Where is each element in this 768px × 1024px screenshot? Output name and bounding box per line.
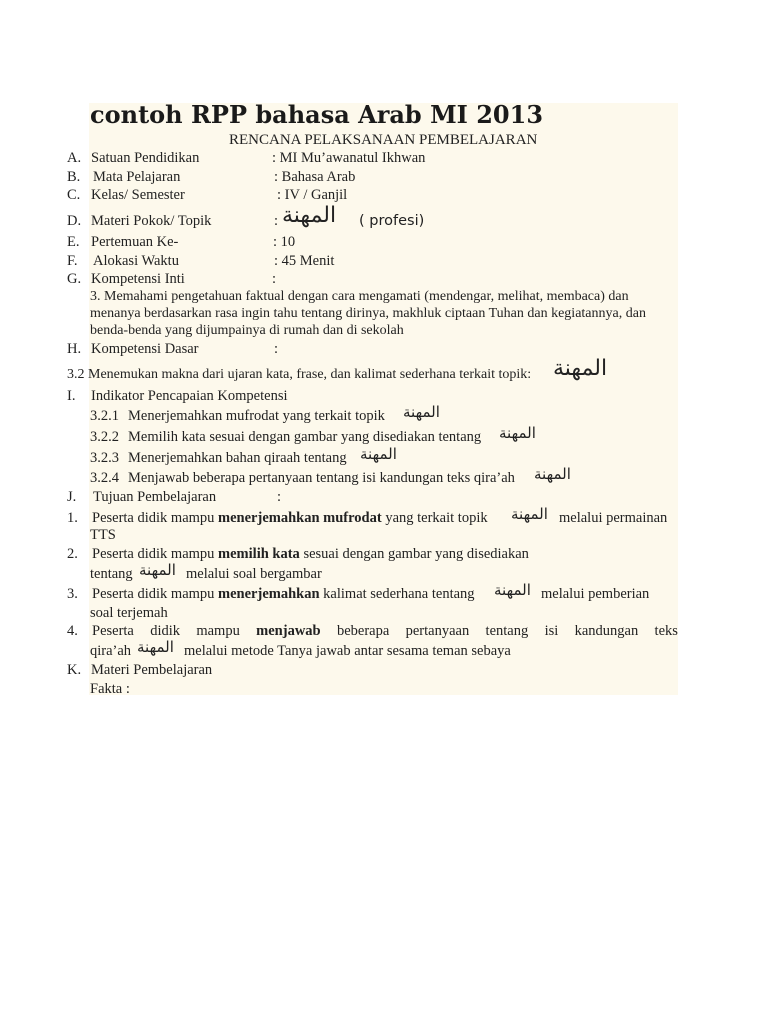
- kd-text: 3.2 Menemukan makna dari ujaran kata, frase, dan kalimat sederhana terkait topik:: [67, 367, 532, 382]
- section-label: Kompetensi Dasar: [91, 341, 199, 357]
- identity-letter: A.: [67, 150, 82, 166]
- topic-arabic: المهنة: [553, 356, 608, 381]
- ki-number: 3.: [90, 289, 101, 304]
- identity-value: : Bahasa Arab: [274, 169, 356, 185]
- identity-label: Kompetensi Inti: [91, 271, 185, 287]
- topic-arabic: المهنة: [511, 505, 548, 523]
- indicator-text: Menjawab beberapa pertanyaan tentang isi kandungan teks qira’ah: [128, 470, 515, 486]
- topic-arabic: المهنة: [137, 638, 174, 656]
- section-letter: I.: [67, 388, 76, 404]
- identity-letter: D.: [67, 213, 82, 229]
- objective-number: 2.: [67, 546, 78, 562]
- identity-label: Materi Pokok/ Topik: [91, 213, 212, 229]
- identity-label: Alokasi Waktu: [93, 253, 179, 269]
- topic-arabic: المهنة: [494, 581, 531, 599]
- topic-arabic: المهنة: [282, 203, 337, 228]
- objective-text: soal terjemah: [90, 605, 168, 621]
- identity-value: : MI Mu’awanatul Ikhwan: [272, 150, 426, 166]
- identity-label: Kelas/ Semester: [91, 187, 185, 203]
- objective-text: melalui pemberian: [541, 586, 650, 602]
- indicator-text: Memilih kata sesuai dengan gambar yang disediakan tentang: [128, 429, 482, 445]
- section-label: Tujuan Pembelajaran: [93, 489, 217, 505]
- ki-line: Memahami pengetahuan faktual dengan cara mengamati (mendengar, melihat, membaca) dan: [104, 289, 629, 304]
- objective-number: 4.: [67, 623, 78, 639]
- ki-line: benda-benda yang dijumpainya di rumah dan di sekolah: [90, 323, 404, 338]
- indicator-text: Menerjemahkan bahan qiraah tentang: [128, 450, 347, 466]
- identity-value-prefix: :: [274, 213, 279, 229]
- identity-value: :: [272, 271, 277, 287]
- objective-text: qira’ah: [90, 643, 132, 659]
- topic-arabic: المهنة: [534, 465, 571, 483]
- identity-letter: B.: [67, 169, 81, 185]
- objective-text: melalui permainan: [559, 510, 668, 526]
- identity-letter: G.: [67, 271, 82, 287]
- objective-text: TTS: [90, 527, 116, 543]
- section-label: Indikator Pencapaian Kompetensi: [91, 388, 288, 404]
- identity-letter: E.: [67, 234, 80, 250]
- objective-line: Peserta didik mampu menerjemahkan mufrodat yang terkait topik: [92, 510, 488, 526]
- topic-arabic: المهنة: [403, 403, 440, 421]
- indicator-number: 3.2.3: [90, 450, 119, 466]
- identity-value: : 10: [273, 234, 296, 250]
- objective-line: Peserta didik mampu menerjemahkan kalimat sederhana tentang: [92, 586, 475, 602]
- section-label: Materi Pembelajaran: [91, 662, 213, 678]
- fakta-label: Fakta :: [90, 681, 130, 697]
- topic-translation: ( profesi): [359, 213, 425, 229]
- topic-arabic: المهنة: [360, 445, 397, 463]
- section-letter: K.: [67, 662, 82, 678]
- section-colon: :: [277, 489, 282, 505]
- objective-text: melalui soal bergambar: [186, 566, 322, 582]
- indicator-text: Menerjemahkan mufrodat yang terkait topik: [128, 408, 385, 424]
- section-letter: H.: [67, 341, 82, 357]
- identity-label: Pertemuan Ke-: [91, 234, 179, 250]
- objective-line: Peserta didik mampu menjawab beberapa pertanyaan tentang isi kandungan teks: [92, 623, 678, 639]
- document-title: contoh RPP bahasa Arab MI 2013: [90, 100, 544, 129]
- identity-label: Satuan Pendidikan: [91, 150, 200, 166]
- indicator-number: 3.2.2: [90, 429, 119, 445]
- objective-number: 1.: [67, 510, 78, 526]
- section-colon: :: [274, 341, 279, 357]
- ki-line: menanya berdasarkan rasa ingin tahu tentang dirinya, makhluk ciptaan Tuhan dan kegiatannya, dan: [90, 306, 646, 321]
- objective-text: melalui metode Tanya jawab antar sesama teman sebaya: [184, 643, 511, 659]
- section-letter: J.: [67, 489, 77, 505]
- objective-line: Peserta didik mampu memilih kata sesuai dengan gambar yang disediakan: [92, 546, 529, 562]
- identity-label: Mata Pelajaran: [93, 169, 181, 185]
- identity-value: : 45 Menit: [274, 253, 335, 269]
- identity-letter: C.: [67, 187, 81, 203]
- topic-arabic: المهنة: [139, 561, 176, 579]
- identity-value: : IV / Ganjil: [277, 187, 348, 203]
- indicator-number: 3.2.1: [90, 408, 119, 424]
- indicator-number: 3.2.4: [90, 470, 119, 486]
- document-subtitle: RENCANA PELAKSANAAN PEMBELAJARAN: [229, 132, 538, 148]
- identity-letter: F.: [67, 253, 78, 269]
- objective-number: 3.: [67, 586, 78, 602]
- topic-arabic: المهنة: [499, 424, 536, 442]
- objective-text: tentang: [90, 566, 133, 582]
